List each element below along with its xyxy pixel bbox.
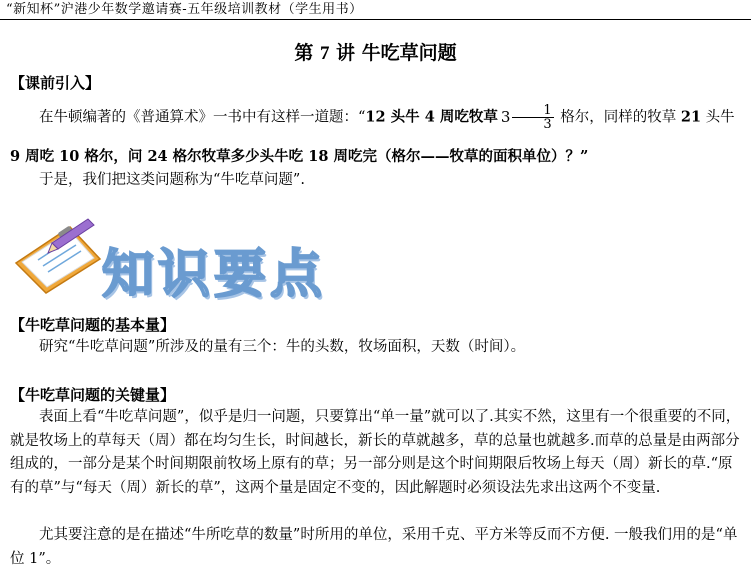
intro-text-e: 头牛 — [701, 109, 735, 126]
intro-paragraph — [10, 104, 742, 131]
basic-heading: 【牛吃草问题的基本量】 — [10, 316, 176, 334]
intro-text-b: 12 头牛 4 周吃牧草 — [365, 108, 498, 126]
intro-text-c: 格尔，同样的牧草 — [555, 109, 681, 126]
fraction-denominator: 3 — [543, 117, 552, 132]
intro-line2: 9 周吃 10 格尔，问 24 格尔牧草多少头牛吃 18 周吃完（格尔——牧草的面积单位）？” — [10, 148, 589, 165]
title-number: 7 — [319, 43, 330, 64]
page-header: “新知杯”沪港少年数学邀请赛-五年级培训教材（学生用书） — [0, 0, 751, 20]
mixed-whole: 3 — [500, 107, 511, 126]
knowledge-points-logo: 知识要点 — [102, 245, 327, 305]
key-paragraph-2: 尤其要注意的是在描述“牛所吃草的数量”时所用的单位，采用千克、平方米等反而不方便. 一般我们用的是“单位 1”。 — [10, 527, 738, 567]
fraction — [512, 104, 553, 131]
key-heading: 【牛吃草问题的关键量】 — [10, 386, 176, 404]
intro-text-d: 21 — [680, 108, 702, 126]
intro-text-a: 在牛顿编著的《普通算术》一书中有这样一道题：“ — [39, 109, 366, 126]
fraction-numerator: 1 — [512, 104, 553, 118]
lesson-title — [0, 38, 751, 65]
clipboard-pencil-icon — [8, 215, 108, 295]
key-paragraph-1: 表面上看“牛吃草问题”，似乎是归一问题，只要算出“单一量”就可以了.其实不然，这里有一个很重要的不同，就是牧场上的草每天（周）都在均匀生长，时间越长，新长的草就越多，草的总量也就越多.而草的总量是由两部分组成的，一部分是某个时间期限前牧场上原有的草；另一部分则是这个时间期限后牧场上每天（周）新长的草.“原有的草”与“每天（周）新长的草”，这两个量是固定不变的，因此解题时必须设法先求出这两个不变量. — [10, 409, 741, 496]
intro-heading: 【课前引入】 — [10, 74, 101, 92]
basic-paragraph: 研究“牛吃草问题”所涉及的量有三个：牛的头数，牧场面积，天数（时间）。 — [39, 339, 526, 355]
clipboard-board — [16, 226, 100, 293]
title-suffix: 讲 牛吃草问题 — [329, 42, 457, 64]
title-prefix: 第 — [294, 42, 320, 64]
intro-summary: 于是，我们把这类问题称为“牛吃草问题”. — [39, 172, 305, 188]
